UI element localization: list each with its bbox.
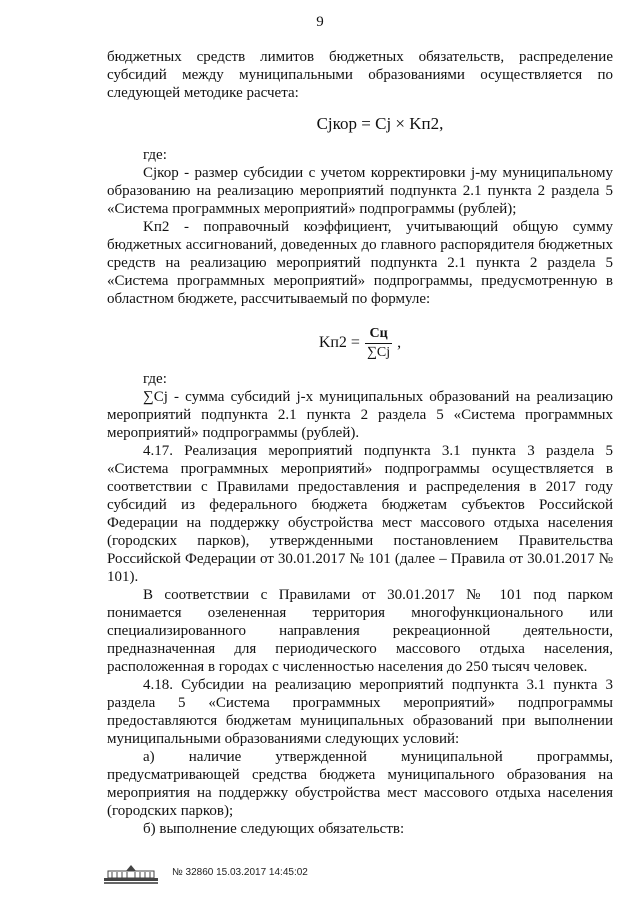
where-label-2: где: bbox=[143, 371, 167, 387]
page-number: 9 bbox=[316, 14, 324, 30]
paragraph-park-definition: В соответствии с Правилами от 30.01.2017 № 101 под парком понимается озелененная территория многофункционального или специализированного направления рекреационной деятельности, предназначенная для периодического массового отдыха населения, расположенная в городах с численностью населения до 250 тысяч человек. bbox=[107, 587, 613, 675]
government-building-logo bbox=[100, 862, 162, 886]
formula-kp2-denominator: ∑Cj bbox=[366, 344, 391, 360]
where-label-1: где: bbox=[143, 147, 167, 163]
formula-kp2-lhs: Kп2 = bbox=[318, 334, 360, 351]
registration-footer bbox=[100, 862, 500, 888]
formula-kp2-fraction bbox=[363, 325, 394, 362]
formula-kp2-numerator: Cц bbox=[365, 325, 391, 344]
paragraph-4-17: 4.17. Реализация мероприятий подпункта 3.1 пункта 3 раздела 5 «Система программных мероприятий» подпрограммы осуществляется в соответствии с Правилами предоставления и распределения в 2017 году субсидий из федерального бюджета бюджетам субъектов Российской Федерации на поддержку обустройства мест массового отдыха населения (городских парков), утвержденными постановлением Правительства Российской Федерации от 30.01.2017 № 101 (далее – Правила от 30.01.2017 № 101). bbox=[107, 443, 613, 585]
paragraph-condition-a: а) наличие утвержденной муниципальной программы, предусматривающей средства бюджета муниципального образования на мероприятия на поддержку обустройства мест массового отдыха населения (городских парков); bbox=[107, 749, 613, 819]
formula-kp2 bbox=[107, 316, 613, 370]
paragraph-condition-b: б) выполнение следующих обязательств: bbox=[143, 821, 405, 837]
formula-corrected-subsidy: Cjкор = Cj × Kп2, bbox=[316, 114, 444, 133]
paragraph-cj-definition: Cjкор - размер субсидии с учетом корректировки j-му муниципальному образованию на реализацию мероприятий подпункта 2.1 пункта 2 раздела 5 «Система программных мероприятий» подпрограммы (рублей); bbox=[107, 165, 613, 217]
paragraph-kp2-definition: Kп2 - поправочный коэффициент, учитывающий общую сумму бюджетных ассигнований, доведенных до главного распорядителя бюджетных средств на реализацию мероприятий подпункта 2.1 пункта 2 раздела 5 «Система программных мероприятий» подпрограммы, предусмотренную в областном бюджете, рассчитываемый по формуле: bbox=[107, 219, 613, 307]
paragraph-sum-definition: ∑Cj - сумма субсидий j-х муниципальных образований на реализацию мероприятий подпункта 2.1 пункта 2 раздела 5 «Система программных мероприятий» подпрограммы (рублей). bbox=[107, 389, 613, 441]
document-body bbox=[107, 48, 613, 838]
paragraph-intro: бюджетных средств лимитов бюджетных обязательств, распределение субсидий между муниципальными образованиями осуществляется по следующей методике расчета: bbox=[107, 49, 613, 101]
formula-kp2-tail: , bbox=[397, 334, 402, 351]
registration-stamp: № 32860 15.03.2017 14:45:02 bbox=[172, 867, 308, 878]
paragraph-4-18: 4.18. Субсидии на реализацию мероприятий подпункта 3.1 пункта 3 раздела 5 «Система программных мероприятий» подпрограммы предоставляются бюджетам муниципальных образований при выполнении муниципальными образованиями следующих условий: bbox=[107, 677, 613, 747]
